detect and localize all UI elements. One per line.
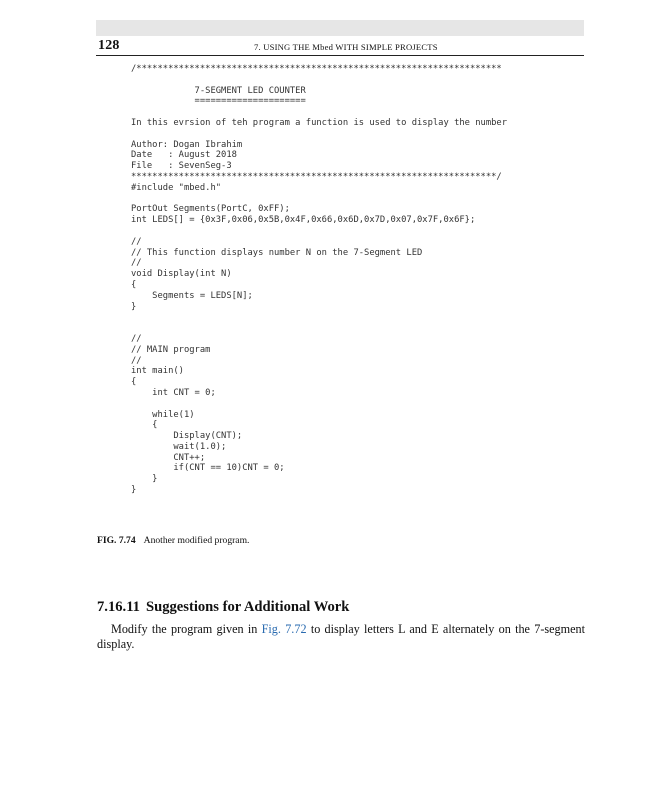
code-line: 7-SEGMENT LED COUNTER (131, 85, 306, 96)
code-line: CNT++; (131, 452, 206, 463)
code-listing (131, 64, 507, 496)
code-line: { (131, 279, 137, 290)
code-line: } (131, 301, 137, 312)
code-line: #include "mbed.h" (131, 182, 222, 193)
section-number: 7.16.11 (97, 599, 140, 615)
header-shade (96, 20, 584, 36)
code-line: Date : August 2018 (131, 150, 237, 161)
code-line: In this evrsion of teh program a function is used to display the number (131, 117, 508, 128)
header-rule (96, 55, 584, 56)
code-line: } (131, 485, 137, 496)
figure-caption-text: Another modified program. (143, 535, 250, 546)
code-line: // (131, 355, 142, 366)
code-line: // (131, 258, 142, 269)
figure-caption (97, 535, 249, 546)
code-line: ===================== (131, 96, 306, 107)
running-head: 7. USING THE Mbed WITH SIMPLE PROJECTS (254, 42, 438, 52)
code-line: while(1) (131, 409, 195, 420)
figure-reference-link[interactable]: Fig. 7.72 (261, 622, 307, 636)
code-line: PortOut Segments(PortC, 0xFF); (131, 204, 290, 215)
code-line: { (131, 377, 137, 388)
code-line: } (131, 474, 158, 485)
code-line: Display(CNT); (131, 431, 243, 442)
code-line: // MAIN program (131, 344, 211, 355)
code-line: int CNT = 0; (131, 387, 216, 398)
page-number: 128 (98, 38, 120, 53)
code-line: File : SevenSeg-3 (131, 161, 232, 172)
code-line: Segments = LEDS[N]; (131, 290, 253, 301)
code-line: /********************************************************************* (131, 64, 502, 74)
code-line: // (131, 333, 142, 344)
code-line: // This function displays number N on the 7-Segment LED (131, 247, 423, 258)
code-line: // (131, 236, 142, 247)
code-line: *********************************************************************/ (131, 171, 502, 182)
code-line: if(CNT == 10)CNT = 0; (131, 463, 285, 474)
code-line: int main() (131, 366, 184, 377)
paragraph-text-before: Modify the program given in (111, 622, 262, 636)
code-line: wait(1.0); (131, 441, 227, 452)
figure-label: FIG. 7.74 (97, 535, 136, 546)
code-line: int LEDS[] = {0x3F,0x06,0x5B,0x4F,0x66,0x6D,0x7D,0x07,0x7F,0x6F}; (131, 215, 476, 226)
code-line: { (131, 420, 158, 431)
code-line: void Display(int N) (131, 269, 232, 280)
body-paragraph (97, 622, 585, 652)
code-line: Author: Dogan Ibrahim (131, 139, 243, 150)
section-heading (97, 599, 349, 616)
paragraph-text-after: to display letters L and E alternately on the 7-segment display. (97, 622, 585, 651)
section-title: Suggestions for Additional Work (145, 599, 350, 615)
